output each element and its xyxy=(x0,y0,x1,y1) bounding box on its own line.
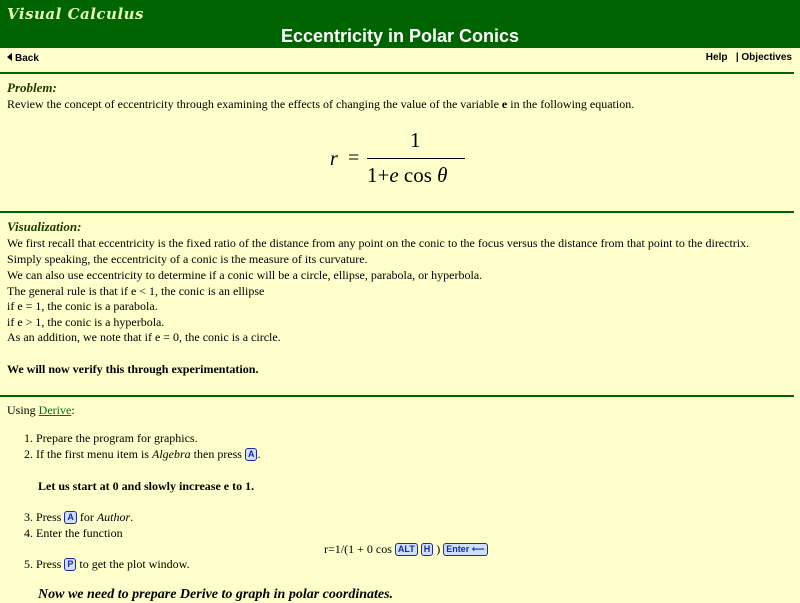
problem-text-a: Review the concept of eccentricity through examining the effects of changing the value of the variable xyxy=(7,97,502,111)
den-part-a: 1+ xyxy=(367,163,390,187)
visualization-heading: Visualization: xyxy=(7,219,82,234)
fraction-bar xyxy=(367,158,465,159)
back-label: Back xyxy=(15,53,39,64)
formula-lhs: r xyxy=(330,148,338,170)
key-a[interactable]: A xyxy=(64,511,77,524)
help-link[interactable]: Help xyxy=(705,52,728,63)
key-p[interactable]: P xyxy=(64,558,76,571)
step-3-b: for xyxy=(76,510,97,524)
divider xyxy=(0,211,794,213)
problem-text xyxy=(7,97,797,113)
problem-variable: e xyxy=(501,97,508,111)
step-2-end: . xyxy=(257,447,261,461)
nav-bar xyxy=(0,52,800,68)
nav-separator: | xyxy=(735,52,739,63)
key-alt[interactable]: ALT xyxy=(395,543,418,556)
using-suffix: : xyxy=(71,403,75,417)
viz-line: As an addition, we note that if e = 0, the conic is a circle. xyxy=(7,330,281,344)
den-part-cos: cos xyxy=(403,163,432,187)
nav-right-links xyxy=(706,52,792,63)
page-title: Eccentricity in Polar Conics xyxy=(280,26,520,46)
step-3-a: 3. Press xyxy=(24,510,65,524)
polar-note: Now we need to prepare Derive to graph in polar coordinates. xyxy=(38,587,394,602)
den-part-theta: θ xyxy=(437,163,448,187)
key-h[interactable]: H xyxy=(421,543,434,556)
step-3 xyxy=(24,510,133,525)
viz-line: The general rule is that if e < 1, the conic is an ellipse xyxy=(7,284,265,298)
problem-text-b: in the following equation. xyxy=(507,97,635,111)
key-a[interactable]: A xyxy=(245,448,258,461)
problem-heading: Problem: xyxy=(7,80,57,95)
key-enter[interactable]: Enter ⟵ xyxy=(443,543,487,556)
formula-numerator: 1 xyxy=(410,128,421,152)
step-5-b: to get the plot window. xyxy=(76,557,190,571)
step-4: 4. Enter the function xyxy=(24,526,123,540)
header-banner xyxy=(0,0,800,48)
function-entry xyxy=(324,542,488,557)
verify-note: We will now verify this through experimentation. xyxy=(7,362,259,376)
back-link[interactable] xyxy=(7,53,39,64)
step-2-italic: Algebra xyxy=(151,447,191,461)
fn-close: ) xyxy=(436,542,441,556)
back-arrow-icon xyxy=(7,53,12,61)
divider xyxy=(0,72,794,74)
divider xyxy=(0,395,794,397)
viz-line: We can also use eccentricity to determine if a conic will be a circle, ellipse, parabola, or hyperbola. xyxy=(7,268,483,282)
step-2-a: 2. If the first menu item is xyxy=(24,447,152,461)
derive-link[interactable]: Derive xyxy=(38,403,72,417)
step-2-b: then press xyxy=(190,447,245,461)
using-prefix: Using xyxy=(7,403,39,417)
step-3-italic: Author xyxy=(96,510,131,524)
step-5 xyxy=(24,557,190,572)
objectives-link[interactable]: Objectives xyxy=(741,52,792,63)
formula-equals: = xyxy=(348,147,360,169)
start-note: Let us start at 0 and slowly increase e to 1. xyxy=(38,479,255,493)
step-3-end: . xyxy=(130,510,134,524)
viz-line: Simply speaking, the eccentricity of a conic is the measure of its curvature. xyxy=(7,252,368,266)
step-5-a: 5. Press xyxy=(24,557,65,571)
step-1: 1. Prepare the program for graphics. xyxy=(24,431,198,445)
viz-line: if e > 1, the conic is a hyperbola. xyxy=(7,315,165,329)
brand-logo: Visual Calculus xyxy=(7,5,145,23)
den-part-e: e xyxy=(389,163,399,187)
using-line xyxy=(7,403,797,419)
viz-line: We first recall that eccentricity is the fixed ratio of the distance from any point on the conic to the focus versus the distance from that point to the directrix. xyxy=(7,236,750,250)
step-2 xyxy=(24,447,260,462)
viz-line: if e = 1, the conic is a parabola. xyxy=(7,299,158,313)
fn-text: r=1/(1 + 0 cos xyxy=(324,542,395,556)
formula-denominator xyxy=(367,163,448,188)
